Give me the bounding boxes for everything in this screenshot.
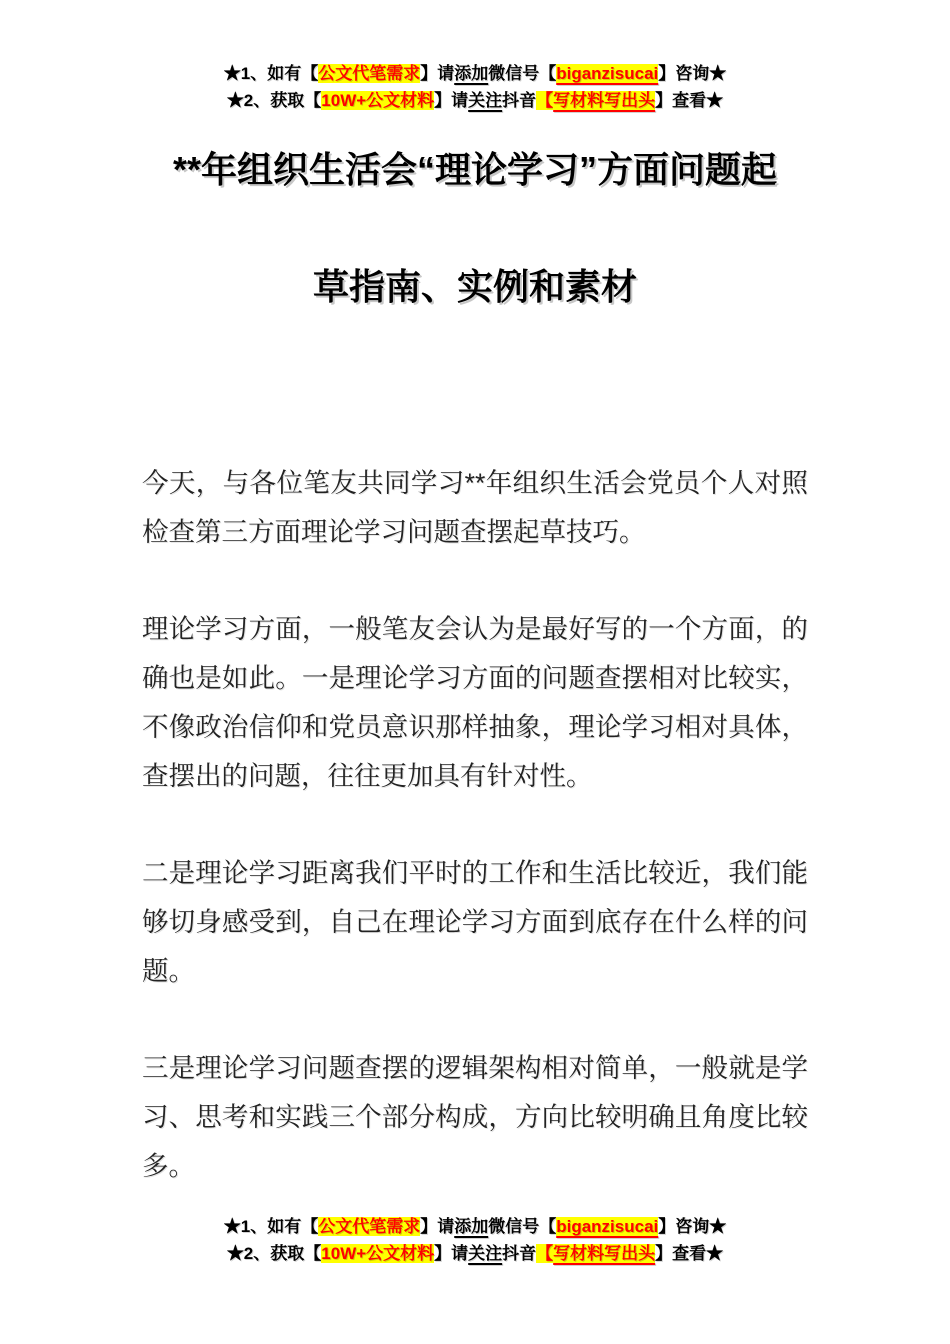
promo-text: ★1、如有【	[223, 64, 319, 83]
promo-text: 抖音	[502, 91, 537, 110]
paragraph-point-two: 二是理论学习距离我们平时的工作和生活比较近，我们能够切身感受到，自己在理论学习方面到底存在什么样的问题。	[142, 858, 808, 986]
promo-wechat-id: biganzisucai	[556, 1217, 659, 1236]
promo-text: 】请	[434, 1244, 469, 1263]
promo-text: 】请	[420, 64, 455, 83]
promo-text: 】请	[434, 91, 469, 110]
promo-text: 微信号【	[488, 1217, 557, 1236]
promo-douyin-id: 写材料写出头	[553, 1244, 656, 1263]
promo-underline-text: 添加	[454, 1217, 489, 1236]
promo-text: 】咨询★	[658, 1217, 727, 1236]
promo-text: 】咨询★	[658, 64, 727, 83]
promo-bracket: 【	[536, 1244, 554, 1263]
promo-text: 抖音	[502, 1244, 537, 1263]
promo-bracket: 【	[536, 91, 554, 110]
paragraph-point-three: 三是理论学习问题查摆的逻辑架构相对简单，一般就是学习、思考和实践三个部分构成，方向比较明确且角度比较多。	[142, 1053, 808, 1181]
promo-text: 】查看★	[655, 1244, 724, 1263]
promo-highlight-text: 公文代笔需求	[318, 1217, 421, 1236]
promo-underline-text: 关注	[468, 1244, 503, 1263]
paragraph-point-one: 理论学习方面，一般笔友会认为是最好写的一个方面，的确也是如此。一是理论学习方面的问题查摆相对比较实，不像政治信仰和党员意识那样抽象，理论学习相对具体，查摆出的问题，往往更加具有针对性。	[142, 614, 808, 791]
promo-douyin-id: 写材料写出头	[553, 91, 656, 110]
promo-highlight-text: 公文代笔需求	[318, 64, 421, 83]
promo-text: 】查看★	[655, 91, 724, 110]
promo-text: ★2、获取【	[226, 91, 322, 110]
promo-text: ★1、如有【	[223, 1217, 319, 1236]
promo-text: 】请	[420, 1217, 455, 1236]
promo-text: 微信号【	[488, 64, 557, 83]
promo-footer	[0, 1213, 950, 1267]
promo-header-line-1	[0, 60, 950, 87]
promo-footer-line-1	[0, 1213, 950, 1240]
promo-underline-text: 添加	[454, 64, 489, 83]
promo-wechat-id: biganzisucai	[556, 64, 659, 83]
promo-text: ★2、获取【	[226, 1244, 322, 1263]
promo-header-line-2	[0, 87, 950, 114]
promo-highlight-text: 10W+公文材料	[321, 1244, 435, 1263]
promo-footer-line-2	[0, 1240, 950, 1267]
paragraph-intro: 今天，与各位笔友共同学习**年组织生活会党员个人对照检查第三方面理论学习问题查摆起草技巧。	[142, 468, 808, 547]
page-title-line-2: 草指南、实例和素材	[312, 266, 637, 307]
body-content	[142, 459, 808, 1191]
promo-underline-text: 关注	[468, 91, 503, 110]
page-title-line-1: **年组织生活会“理论学习”方面问题起	[172, 149, 778, 190]
promo-highlight-text: 10W+公文材料	[321, 91, 435, 110]
promo-header	[0, 60, 950, 114]
